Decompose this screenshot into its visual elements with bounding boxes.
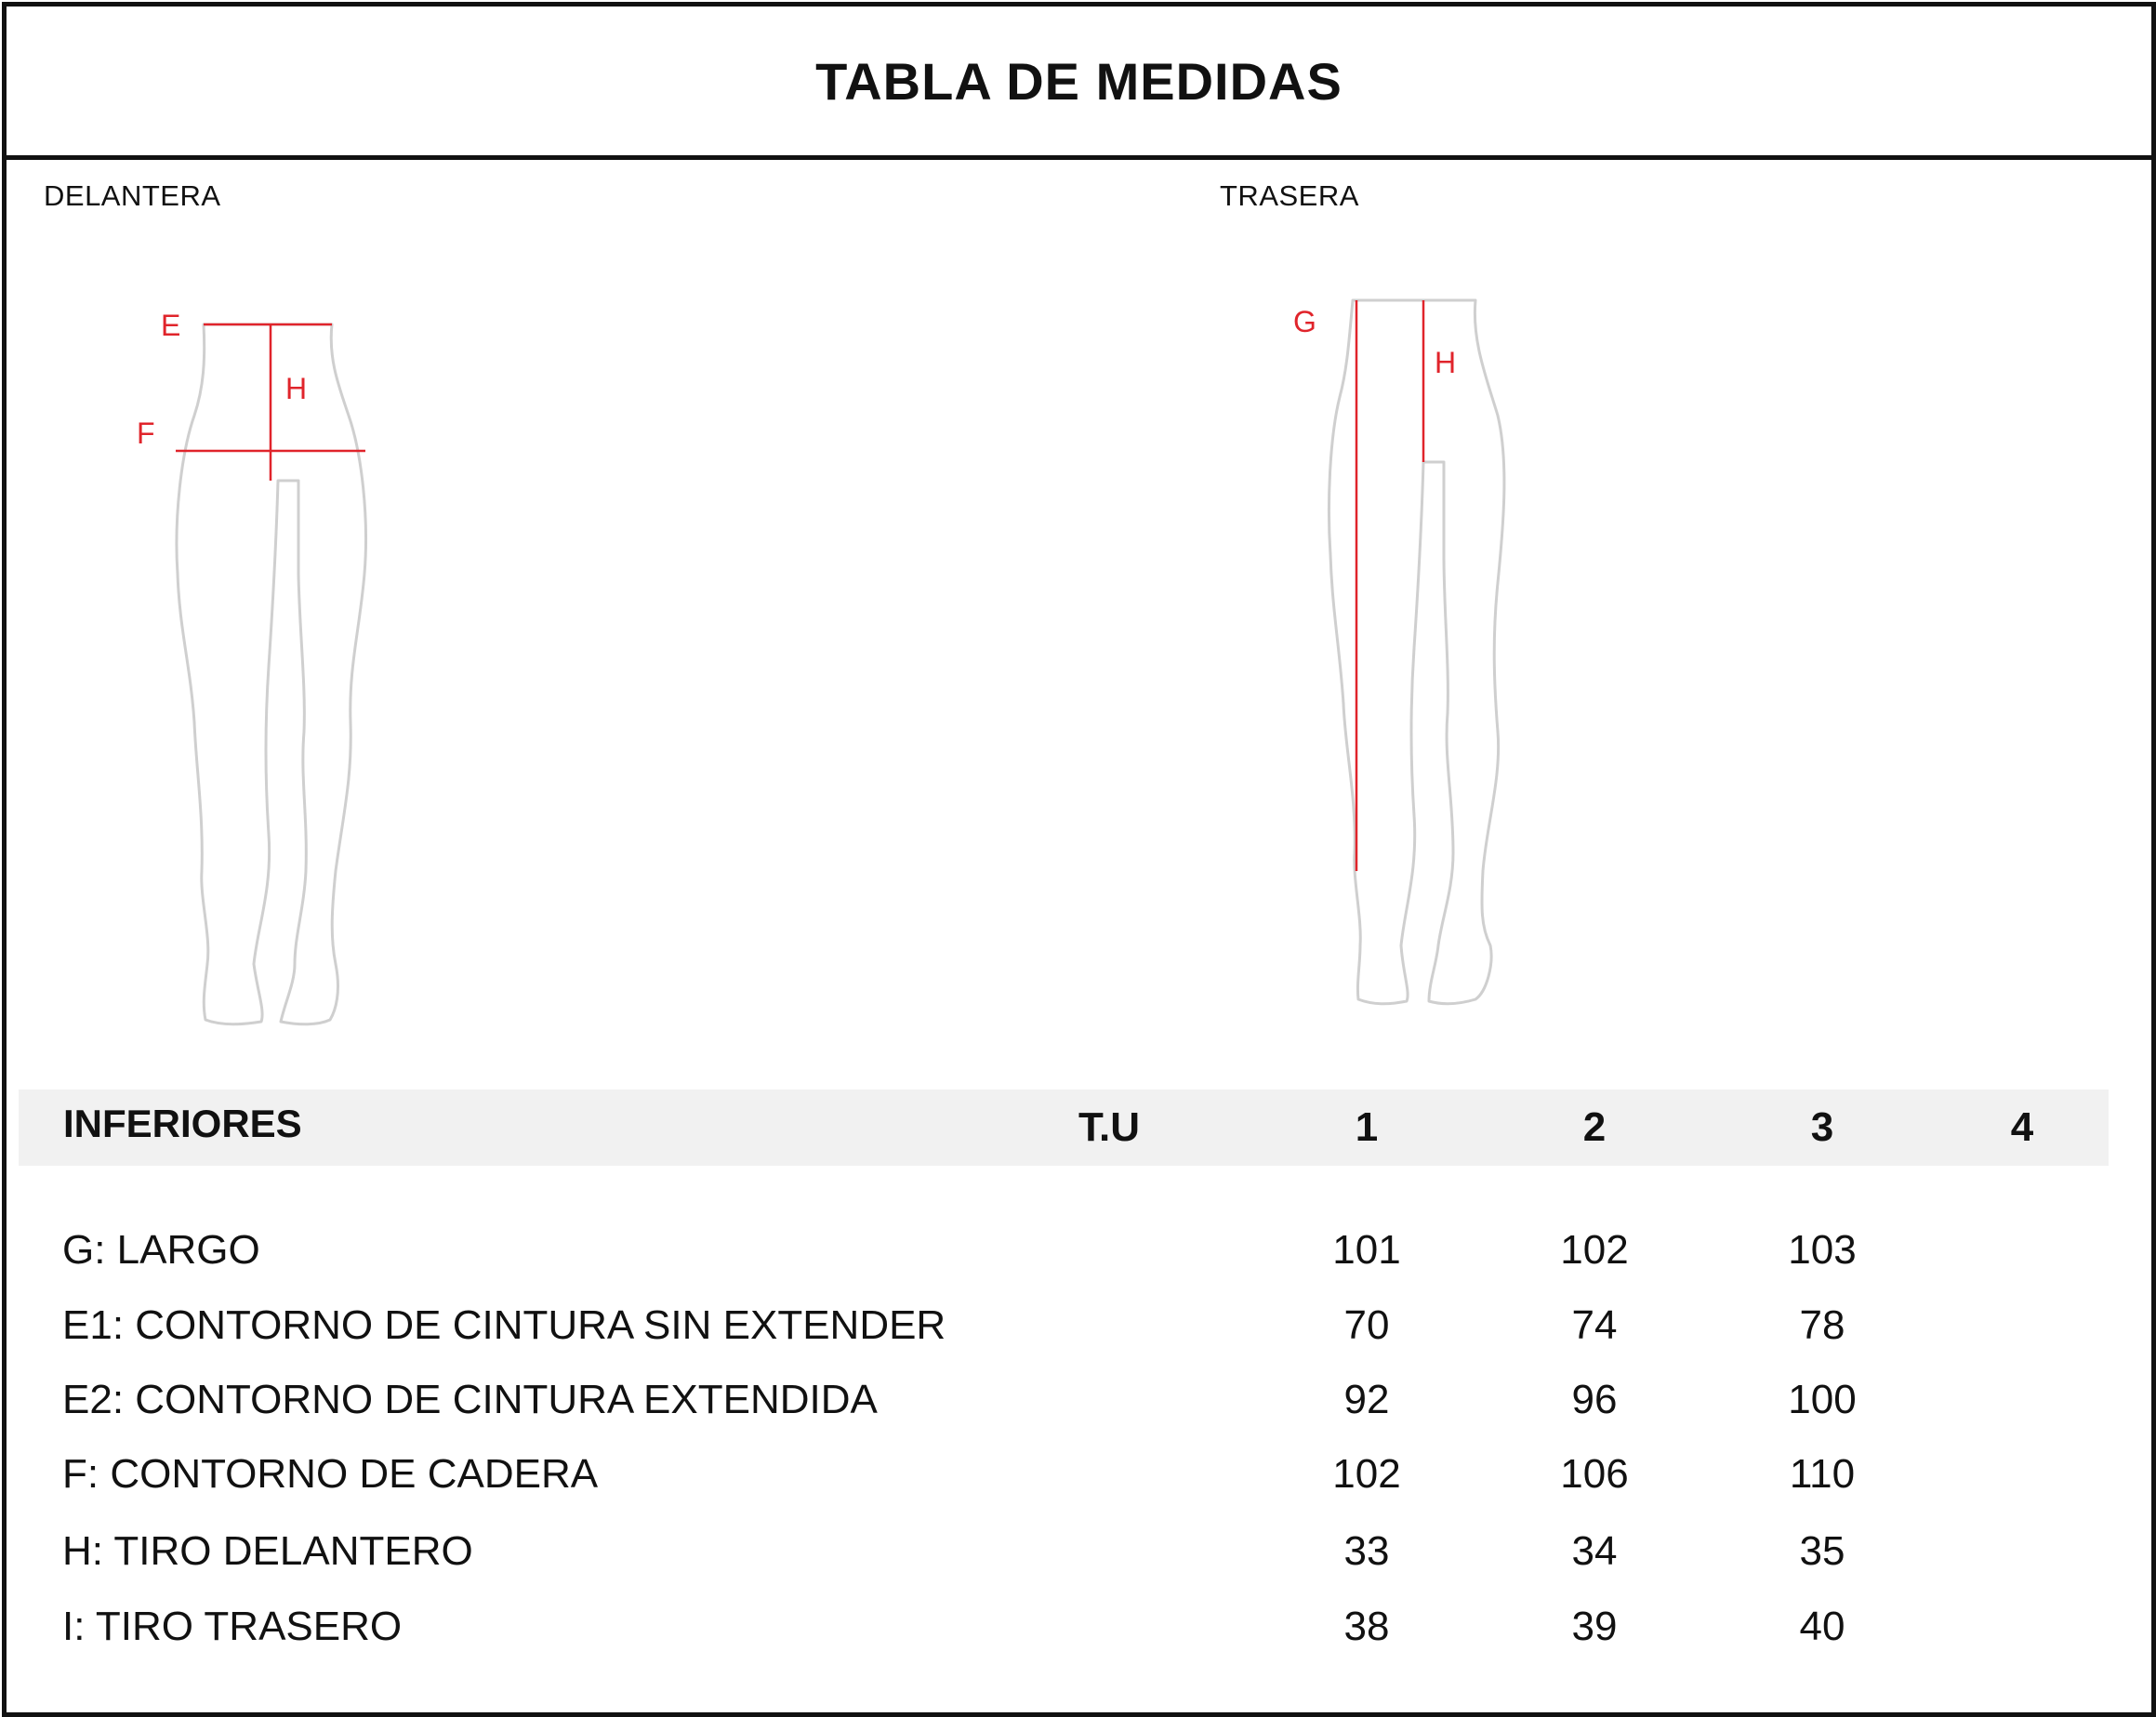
back-view-label: TRASERA <box>1220 179 1359 212</box>
row-value-size-2: 74 <box>1571 1302 1618 1348</box>
size-header-1: 1 <box>1355 1104 1379 1150</box>
table-header-band <box>19 1090 2109 1166</box>
back-leggings-outline <box>1329 300 1503 1004</box>
row-value-size-1: 70 <box>1343 1302 1390 1348</box>
size-header-2: 2 <box>1582 1104 1607 1150</box>
row-value-size-3: 103 <box>1788 1227 1857 1273</box>
row-value-size-3: 110 <box>1789 1451 1856 1497</box>
front-view-label: DELANTERA <box>44 179 221 212</box>
row-value-size-2: 39 <box>1571 1604 1618 1649</box>
row-value-size-3: 35 <box>1799 1528 1845 1574</box>
title-bar <box>7 7 2151 160</box>
size-header-3: 3 <box>1810 1104 1834 1150</box>
page-title: TABLA DE MEDIDAS <box>815 51 1343 111</box>
row-label: H: TIRO DELANTERO <box>62 1528 473 1574</box>
table-row <box>7 1288 2151 1363</box>
front-leggings-illustration <box>109 295 406 1038</box>
table-row <box>7 1437 2151 1512</box>
section-title: INFERIORES <box>63 1102 302 1145</box>
row-value-size-1: 38 <box>1343 1604 1390 1649</box>
row-value-size-1: 92 <box>1343 1377 1390 1422</box>
size-chart-frame <box>2 2 2156 1717</box>
row-value-size-1: 102 <box>1332 1451 1401 1497</box>
row-value-size-2: 102 <box>1560 1227 1629 1273</box>
row-label: I: TIRO TRASERO <box>62 1604 403 1649</box>
table-row <box>7 1213 2151 1288</box>
size-header-4: 4 <box>2010 1104 2034 1150</box>
row-value-size-3: 78 <box>1799 1302 1845 1348</box>
back-leggings-illustration <box>1271 276 1550 1020</box>
row-label: E2: CONTORNO DE CINTURA EXTENDIDA <box>62 1377 878 1422</box>
row-label: F: CONTORNO DE CADERA <box>62 1451 599 1497</box>
row-label: E1: CONTORNO DE CINTURA SIN EXTENDER <box>62 1302 946 1348</box>
row-value-size-3: 100 <box>1788 1377 1857 1422</box>
mark-h-front: H <box>285 372 308 405</box>
table-row <box>7 1590 2151 1664</box>
table-row <box>7 1514 2151 1589</box>
row-value-size-1: 101 <box>1332 1227 1401 1273</box>
mark-f: F <box>137 416 155 450</box>
mark-h-back: H <box>1435 346 1457 379</box>
mark-g: G <box>1293 305 1316 338</box>
mark-e: E <box>161 309 181 342</box>
row-value-size-2: 34 <box>1571 1528 1618 1574</box>
size-header-tu: T.U <box>1078 1104 1140 1150</box>
row-value-size-1: 33 <box>1343 1528 1390 1574</box>
row-value-size-2: 96 <box>1571 1377 1618 1422</box>
row-value-size-3: 40 <box>1799 1604 1845 1649</box>
row-value-size-2: 106 <box>1560 1451 1629 1497</box>
table-row <box>7 1363 2151 1437</box>
row-label: G: LARGO <box>62 1227 260 1273</box>
